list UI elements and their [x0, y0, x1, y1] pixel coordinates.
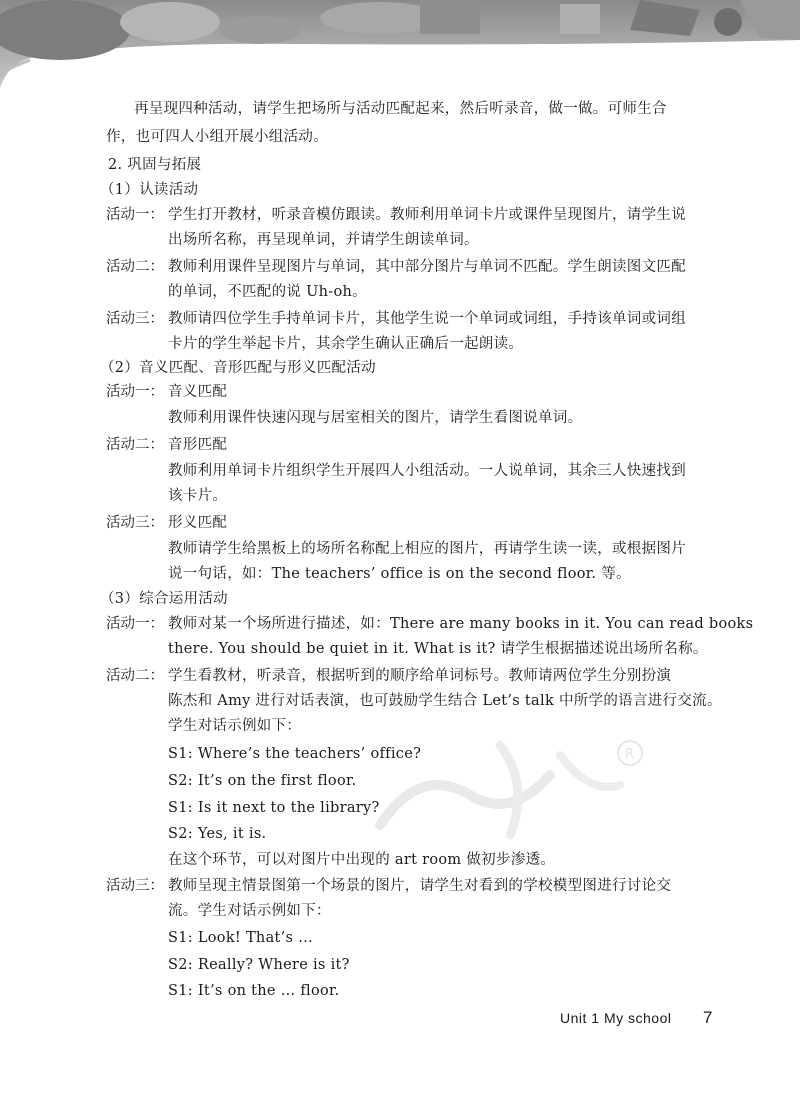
- activity-text: 教师利用课件快速闪现与居室相关的图片，请学生看图说单词。: [168, 410, 583, 426]
- dialogue-line: S1: It’s on the ... floor.: [168, 983, 340, 999]
- dialogue-line: S1: Look! That’s ...: [168, 930, 313, 946]
- activity-title: 音义匹配: [168, 384, 228, 400]
- section-heading: 2. 巩固与拓展: [108, 157, 202, 173]
- activity-text: 教师请学生给黑板上的场所名称配上相应的图片，再请学生读一读，或根据图片: [168, 541, 686, 557]
- dialogue-line: S2: Really? Where is it?: [168, 957, 350, 973]
- activity-text: 学生对话示例如下：: [168, 718, 302, 734]
- activity-label: 活动二：: [106, 668, 164, 684]
- dialogue-line: S2: It’s on the first floor.: [168, 773, 357, 789]
- dialogue-line: S1: Is it next to the library?: [168, 800, 380, 816]
- activity-note: 在这个环节，可以对图片中出现的 art room 做初步渗透。: [168, 852, 556, 868]
- activity-label: 活动一：: [106, 384, 164, 400]
- activity-text: 出场所名称，再呈现单词，并请学生朗读单词。: [168, 232, 479, 248]
- activity-text: 该卡片。: [168, 488, 228, 504]
- activity-text: 教师利用课件呈现图片与单词，其中部分图片与单词不匹配。学生朗读图文匹配: [168, 259, 686, 275]
- activity-label: 活动二：: [106, 437, 164, 453]
- activity-label: 活动三：: [106, 878, 164, 894]
- svg-text:R: R: [625, 747, 635, 762]
- activity-text: 流。学生对话示例如下：: [168, 903, 331, 919]
- part1-heading: （1）认读活动: [100, 182, 199, 198]
- activity-label: 活动一：: [106, 616, 164, 632]
- activity-text: 陈杰和 Amy 进行对话表演，也可鼓励学生结合 Let’s talk 中所学的语言进行交流。: [168, 693, 722, 709]
- dialogue-line: S1: Where’s the teachers’ office?: [168, 746, 422, 762]
- activity-title: 形义匹配: [168, 515, 228, 531]
- activity-title: 音形匹配: [168, 437, 228, 453]
- banner-illustration: [0, 0, 800, 88]
- activity-label: 活动三：: [106, 515, 164, 531]
- activity-text: 教师呈现主情景图第一个场景的图片，请学生对看到的学校模型图进行讨论交: [168, 878, 672, 894]
- page-number: 7: [703, 1008, 713, 1027]
- dialogue-line: S2: Yes, it is.: [168, 826, 267, 842]
- activity-label: 活动三：: [106, 311, 164, 327]
- activity-text: 说一句话，如：The teachers’ office is on the second floor. 等。: [168, 566, 631, 582]
- activity-label: 活动一：: [106, 207, 164, 223]
- header-banner: [0, 0, 800, 88]
- activity-text: 学生打开教材，听录音模仿跟读。教师利用单词卡片或课件呈现图片，请学生说: [168, 207, 686, 223]
- activity-label: 活动二：: [106, 259, 164, 275]
- unit-footer: Unit 1 My school: [560, 1010, 672, 1026]
- activity-text: there. You should be quiet in it. What is it? 请学生根据描述说出场所名称。: [168, 641, 708, 657]
- activity-text: 卡片的学生举起卡片，其余学生确认正确后一起朗读。: [168, 336, 524, 352]
- activity-text: 教师利用单词卡片组织学生开展四人小组活动。一人说单词，其余三人快速找到: [168, 463, 686, 479]
- intro-line-2: 作，也可四人小组开展小组活动。: [106, 129, 328, 145]
- activity-text: 的单词，不匹配的说 Uh-oh。: [168, 284, 367, 300]
- part3-heading: （3）综合运用活动: [100, 591, 228, 607]
- intro-line-1: 再呈现四种活动，请学生把场所与活动匹配起来，然后听录音，做一做。可师生合: [134, 101, 667, 117]
- part2-heading: （2）音义匹配、音形匹配与形义匹配活动: [100, 360, 376, 376]
- activity-text: 学生看教材，听录音，根据听到的顺序给单词标号。教师请两位学生分别扮演: [168, 668, 672, 684]
- activity-text: 教师对某一个场所进行描述，如：There are many books in it. You can read books: [168, 616, 754, 632]
- activity-text: 教师请四位学生手持单词卡片，其他学生说一个单词或词组，手持该单词或词组: [168, 311, 686, 327]
